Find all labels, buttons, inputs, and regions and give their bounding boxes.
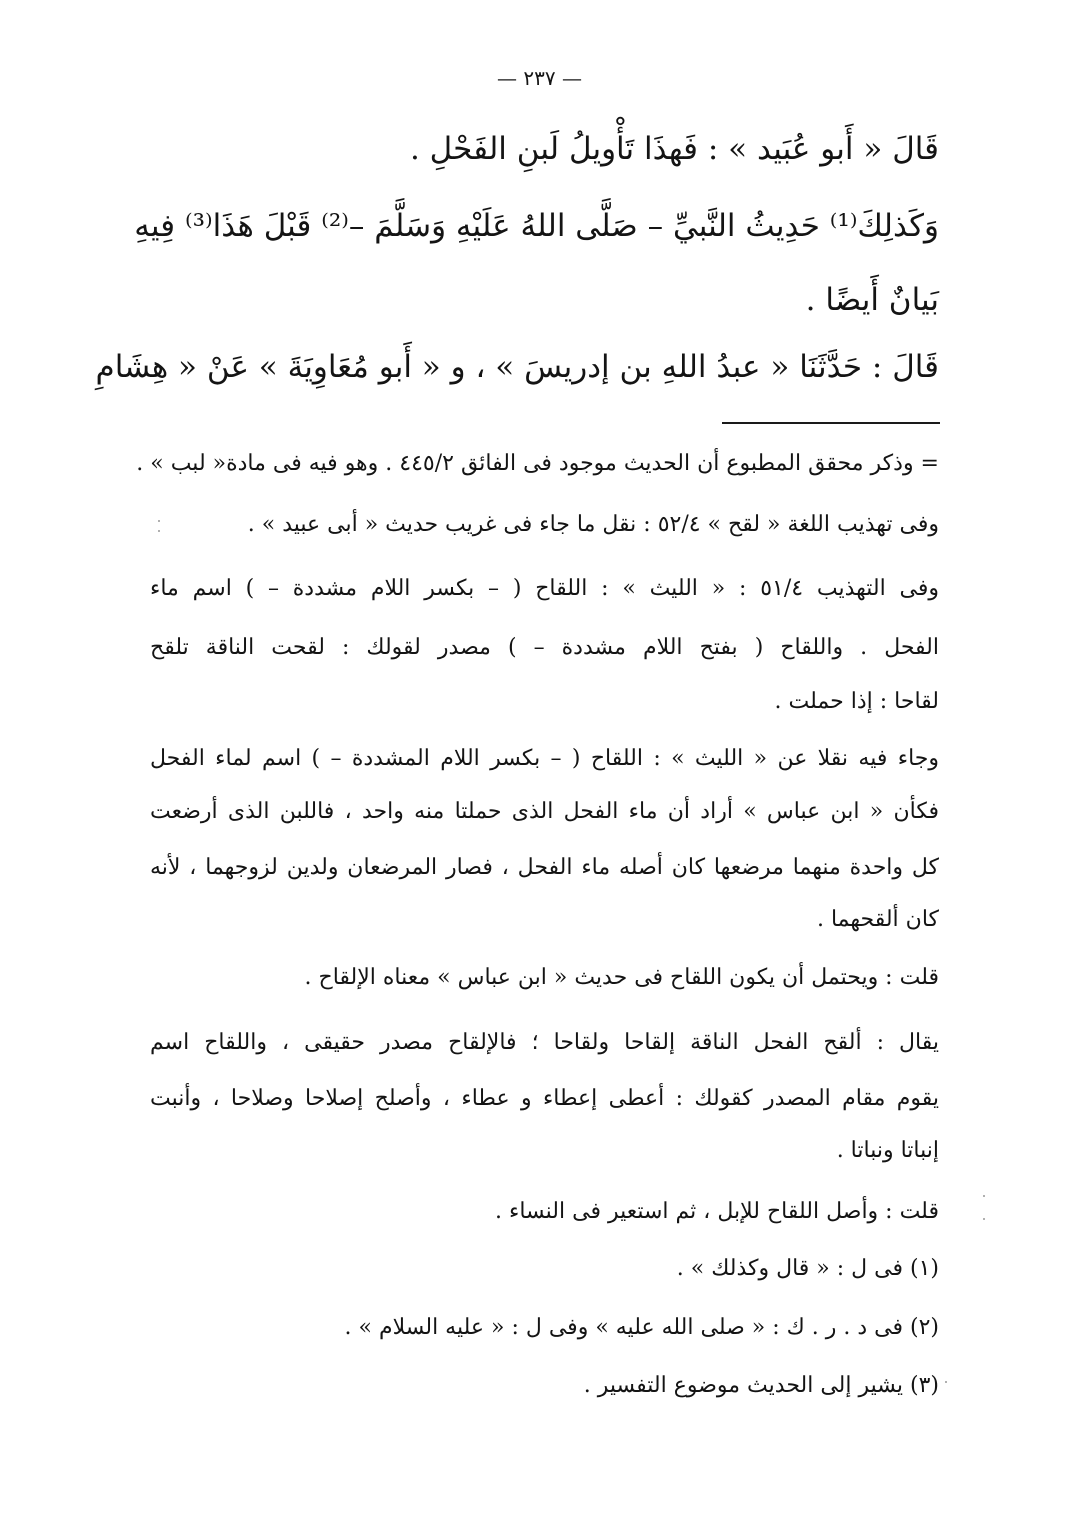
footnote-line: قلت : ويحتمل أن يكون اللقاح فى حديث « ابن عباس » معناه الإلقاح .: [304, 965, 939, 990]
footnote-line: يقال : ألقح الفحل الناقة إلقاحا ولقاحا ؛ فالإلقاح مصدر حقيقى ، واللقاح اسم: [150, 1030, 939, 1055]
footnote-line: وجاء فيه نقلا عن « الليث » : اللقاح ( – بكسر اللام المشددة – ) اسم لماء الفحل: [150, 746, 939, 771]
footnote-line: قلت : وأصل اللقاح للإبل ، ثم استعير فى النساء .: [495, 1199, 939, 1224]
main-text-line-3: بَيانٌ أَيضًا .: [805, 282, 939, 318]
note-3: (٣) يشير إلى الحديث موضوع التفسير .: [583, 1373, 939, 1398]
footnote-line: كان ألقحهما .: [816, 907, 939, 932]
note-1: (١) فى ل : « قال وكذلك » .: [676, 1256, 939, 1281]
footnote-line: = وذكر محقق المطبوع أن الحديث موجود فى الفائق ٤٤٥/٢ . وهو فيه فى مادة« لبب » .: [136, 451, 939, 476]
footnote-line: يقوم مقام المصدر كقولك : أعطى إعطاء و عطاء ، وأصلح إصلاحا وصلاحا ، وأنبت: [150, 1086, 939, 1111]
scan-speck: [158, 530, 160, 532]
footnote-line: فكأن « ابن عباس » أراد أن ماء الفحل الذى حملتا منه واحد ، فاللبن الذى أرضعت: [150, 799, 939, 824]
main-text-line-1: قَالَ « أَبو عُبَيد » : فَهذَا تَأْويلُ لَبنِ الفَحْلِ .: [409, 131, 939, 167]
footnote-line: الفحل . واللقاح ( بفتح اللام مشددة – ) مصدر لقولك : لقحت الناقة تلقح: [150, 635, 939, 660]
scan-speck: [983, 1195, 985, 1197]
page-number: — ٢٣٧ —: [497, 66, 582, 90]
footnote-line: وفى التهذيب ٥١/٤ : « الليث » : اللقاح ( – بكسر اللام مشددة – ) اسم ماء: [150, 576, 939, 601]
note-2: (٢) فى د . ر . ك : « صلى الله عليه » وفى ل : « عليه السلام » .: [344, 1315, 939, 1340]
main-text-line-2: وَكَذلِكَ⁽¹⁾ حَدِيثُ النَّبيِّ – صَلَّى اللهُ عَلَيْهِ وَسَلَّمَ –⁽²⁾ قَبْلَ هَذَا⁽³⁾ فِيهِ: [134, 208, 939, 244]
scan-speck: [983, 1218, 985, 1220]
scan-speck: [158, 520, 160, 522]
main-text-line-4: قَالَ : حَدَّثَنَا « عبدُ اللهِ بن إدريسَ » ، و « أَبو مُعَاوِيَةَ » عَنْ « هِشَامِ: [95, 349, 939, 385]
footnote-line: لقاحا : إذا حملت .: [774, 689, 939, 714]
footnote-line: وفى تهذيب اللغة « لقح » ٥٢/٤ : نقل ما جاء فى غريب حديث « أبى عبيد » .: [247, 512, 939, 537]
footnote-line: كل واحدة منهما مرضعها كان أصله ماء الفحل ، فصار المرضعان ولدين لزوجهما ، لأنه: [150, 855, 939, 880]
footnote-line: إنباتا ونباتا .: [836, 1138, 939, 1163]
scan-speck: [945, 1381, 947, 1383]
footnote-divider: [722, 422, 940, 424]
